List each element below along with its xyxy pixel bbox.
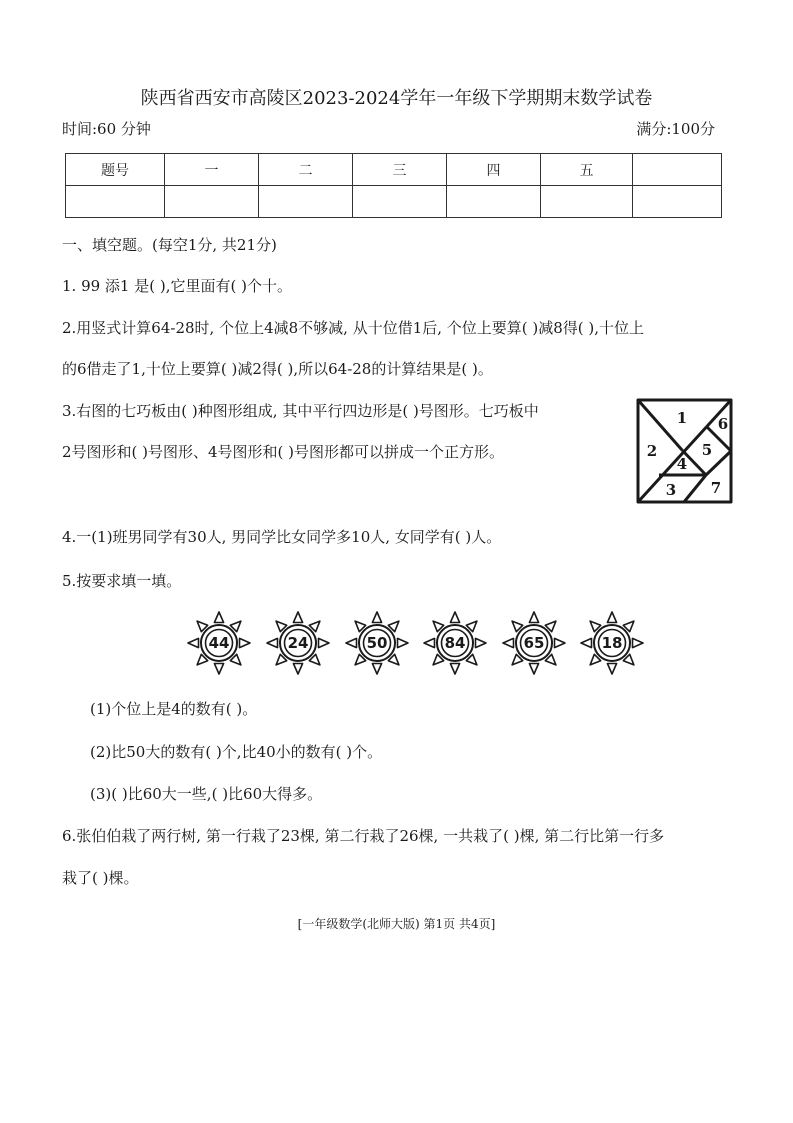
sun-number-badge xyxy=(344,610,410,676)
tangram-figure xyxy=(636,398,733,504)
sun-number-badge xyxy=(186,610,252,676)
page-footer: [一年级数学(北师大版) 第1页 共4页] xyxy=(297,917,496,931)
score-table-header-row xyxy=(66,154,722,186)
score-value-cell xyxy=(165,186,259,218)
exam-time: 时间:60 分钟 xyxy=(62,120,151,138)
score-table xyxy=(65,153,722,218)
tangram-label-2: 2 xyxy=(646,442,658,460)
score-table-value-row xyxy=(66,186,722,218)
score-value-cell xyxy=(541,186,633,218)
score-header-cell xyxy=(633,154,722,186)
score-header-cell: 五 xyxy=(541,154,633,186)
full-score: 满分:100分 xyxy=(636,120,715,138)
question-5: 5.按要求填一填。 xyxy=(62,572,182,590)
tangram-label-3: 3 xyxy=(665,481,677,499)
sun-number: 44 xyxy=(208,634,230,652)
score-value-cell xyxy=(353,186,447,218)
question-6-line-2: 栽了( )棵。 xyxy=(62,869,139,887)
question-5-part-2: (2)比50大的数有( )个,比40小的数有( )个。 xyxy=(90,743,383,761)
sun-number-badge xyxy=(265,610,331,676)
question-3-line-2: 2号图形和( )号图形、4号图形和( )号图形都可以拼成一个正方形。 xyxy=(62,443,505,461)
score-value-cell xyxy=(633,186,722,218)
question-3-line-1: 3.右图的七巧板由( )种图形组成, 其中平行四边形是( )号图形。七巧板中 xyxy=(62,402,539,420)
sun-number: 24 xyxy=(287,634,309,652)
question-2-line-1: 2.用竖式计算64-28时, 个位上4减8不够减, 从十位借1后, 个位上要算( )减8得( ),十位上 xyxy=(62,319,645,337)
score-header-cell: 一 xyxy=(165,154,259,186)
score-header-cell: 三 xyxy=(353,154,447,186)
tangram-label-7: 7 xyxy=(710,479,722,497)
section-heading: 一、填空题。(每空1分, 共21分) xyxy=(62,236,277,254)
sun-number: 65 xyxy=(523,634,545,652)
tangram-label-5: 5 xyxy=(701,441,713,459)
score-value-cell xyxy=(447,186,541,218)
sun-number: 50 xyxy=(366,634,388,652)
sun-number-badge xyxy=(579,610,645,676)
question-1: 1. 99 添1 是( ),它里面有( )个十。 xyxy=(62,277,292,295)
score-header-cell: 题号 xyxy=(66,154,165,186)
sun-number-badge xyxy=(501,610,567,676)
sun-number: 18 xyxy=(601,634,623,652)
score-value-cell xyxy=(66,186,165,218)
tangram-label-1: 1 xyxy=(676,409,688,427)
question-6-line-1: 6.张伯伯栽了两行树, 第一行栽了23棵, 第二行栽了26棵, 一共栽了( )棵, 第二行比第一行多 xyxy=(62,827,665,845)
score-header-cell: 二 xyxy=(259,154,353,186)
question-4: 4.一(1)班男同学有30人, 男同学比女同学多10人, 女同学有( )人。 xyxy=(62,528,502,546)
sun-number-badge xyxy=(422,610,488,676)
question-5-part-3: (3)( )比60大一些,( )比60大得多。 xyxy=(90,785,323,803)
tangram-label-6: 6 xyxy=(717,415,729,433)
tangram-edge xyxy=(684,475,706,502)
tangram-label-4: 4 xyxy=(676,455,688,473)
sun-number: 84 xyxy=(444,634,466,652)
page-title: 陕西省西安市高陵区2023-2024学年一年级下学期期末数学试卷 xyxy=(140,88,653,109)
tangram-edge xyxy=(638,400,682,450)
score-value-cell xyxy=(259,186,353,218)
score-header-cell: 四 xyxy=(447,154,541,186)
question-2-line-2: 的6借走了1,十位上要算( )减2得( ),所以64-28的计算结果是( )。 xyxy=(62,360,493,378)
question-5-part-1: (1)个位上是4的数有( )。 xyxy=(90,700,258,718)
